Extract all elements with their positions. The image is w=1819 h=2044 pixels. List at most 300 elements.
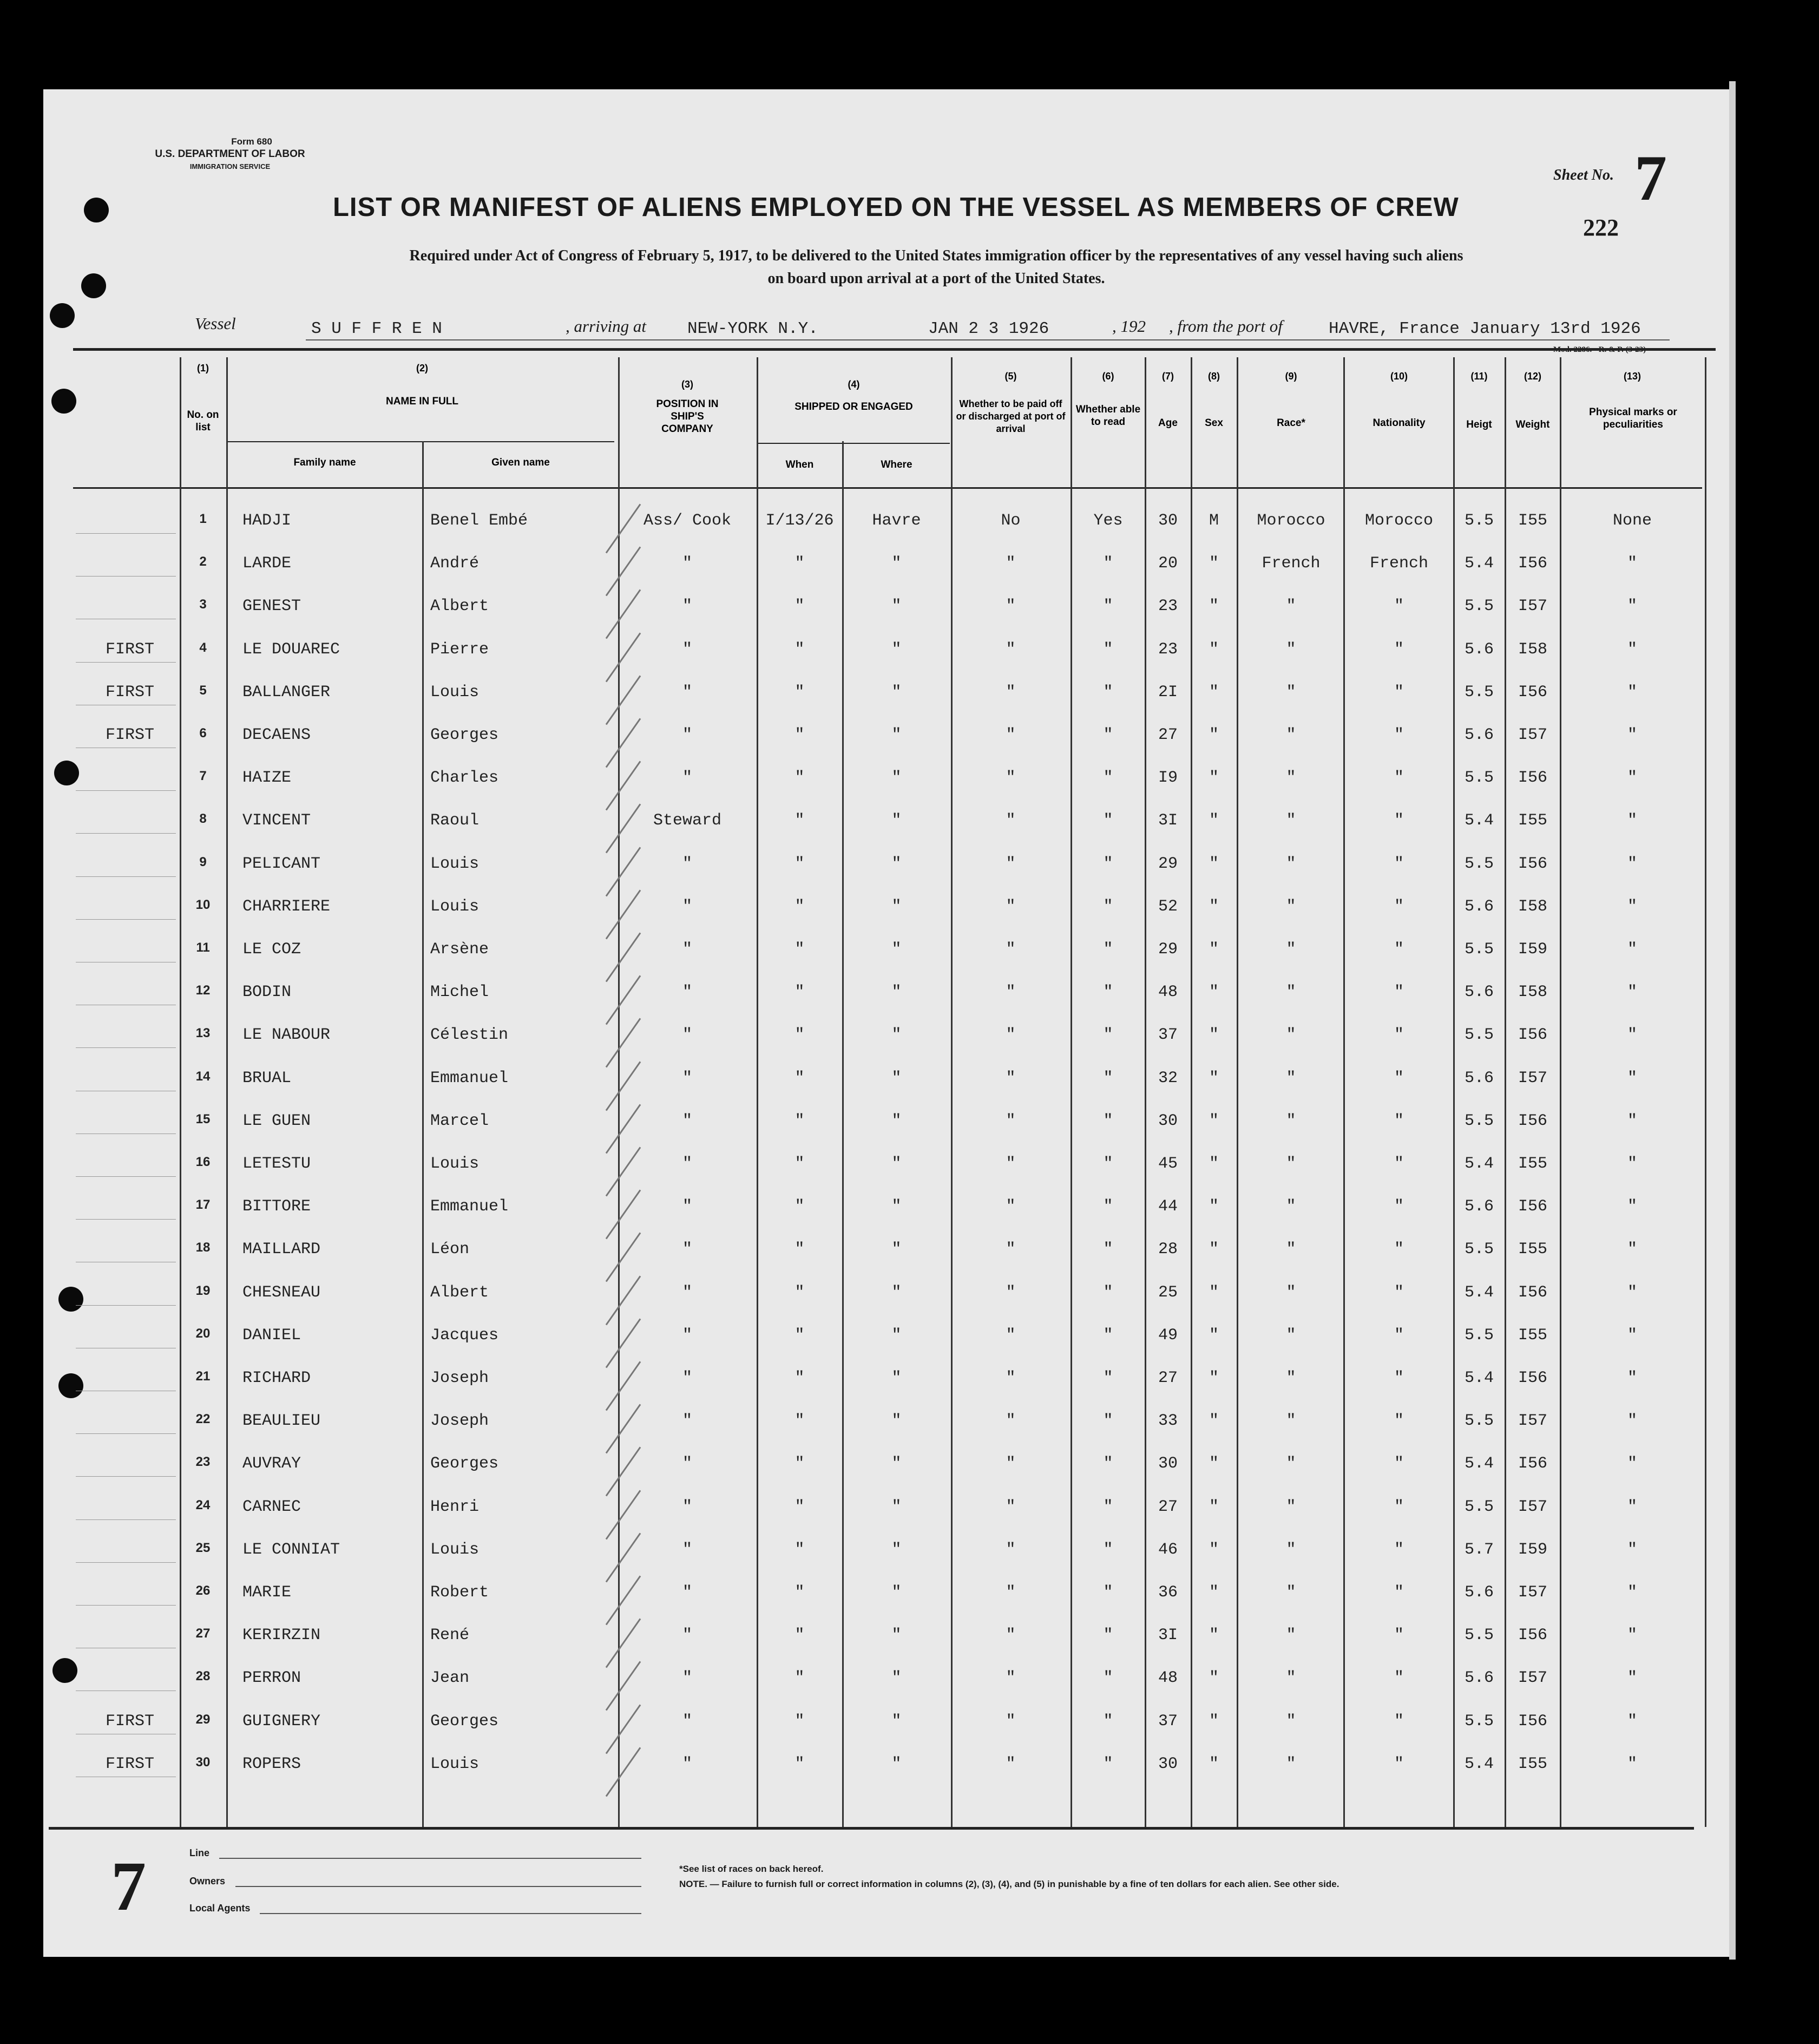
age: 27 bbox=[1158, 1497, 1178, 1516]
age: 36 bbox=[1158, 1583, 1178, 1602]
weight: I56 bbox=[1518, 1369, 1547, 1387]
margin-rule bbox=[76, 533, 176, 534]
race: " bbox=[1286, 1111, 1296, 1130]
paid-off: " bbox=[1006, 769, 1016, 788]
position: " bbox=[682, 1626, 692, 1645]
given-name: Albert bbox=[430, 597, 489, 616]
row-number: 27 bbox=[195, 1626, 211, 1641]
arrival-date: JAN 2 3 1926 bbox=[928, 319, 1049, 338]
shipped-where: " bbox=[891, 1283, 902, 1302]
row-number: 22 bbox=[195, 1412, 211, 1427]
given-name: Léon bbox=[430, 1240, 470, 1259]
row-number: 15 bbox=[195, 1111, 211, 1126]
height: 5.5 bbox=[1464, 940, 1494, 959]
table-top-rule bbox=[73, 348, 1716, 351]
col-header-race: Race* bbox=[1277, 417, 1305, 429]
physical-marks: " bbox=[1627, 1111, 1637, 1130]
shipped-when: " bbox=[794, 1326, 805, 1345]
nationality: " bbox=[1394, 854, 1404, 873]
physical-marks: " bbox=[1627, 683, 1637, 702]
sex: " bbox=[1209, 554, 1219, 573]
weight: I56 bbox=[1518, 1712, 1547, 1731]
given-name: Louis bbox=[430, 1540, 480, 1559]
paid-off: " bbox=[1006, 726, 1016, 744]
position: " bbox=[682, 983, 692, 1002]
shipped-where: " bbox=[891, 983, 902, 1002]
col-header-age: Age bbox=[1158, 417, 1178, 429]
race: " bbox=[1286, 726, 1296, 744]
shipped-when: " bbox=[794, 1669, 805, 1688]
age: 27 bbox=[1158, 726, 1178, 744]
position: " bbox=[682, 1283, 692, 1302]
physical-marks: " bbox=[1627, 554, 1637, 573]
weight: I55 bbox=[1518, 512, 1547, 530]
sex: " bbox=[1209, 1155, 1219, 1173]
table-row bbox=[0, 1026, 1819, 1069]
margin-rule bbox=[76, 662, 176, 663]
owners-field bbox=[235, 1886, 641, 1887]
position: " bbox=[682, 1583, 692, 1602]
col-header-position: POSITION IN SHIP'S COMPANY bbox=[656, 398, 719, 435]
weight: I55 bbox=[1518, 1754, 1547, 1773]
position: " bbox=[682, 683, 692, 702]
height: 5.5 bbox=[1464, 512, 1494, 530]
row-number: 6 bbox=[199, 726, 207, 741]
height: 5.4 bbox=[1464, 1369, 1494, 1387]
shipped-subheader-rule bbox=[758, 443, 950, 444]
table-row bbox=[0, 1283, 1819, 1327]
height: 5.4 bbox=[1464, 554, 1494, 573]
height: 5.5 bbox=[1464, 1326, 1494, 1345]
race: " bbox=[1286, 597, 1296, 616]
weight: I55 bbox=[1518, 1326, 1547, 1345]
shipped-when: " bbox=[794, 640, 805, 659]
shipped-when: " bbox=[794, 597, 805, 616]
height: 5.6 bbox=[1464, 1583, 1494, 1602]
shipped-where: " bbox=[891, 811, 902, 830]
weight: I56 bbox=[1518, 554, 1547, 573]
family-name: MAILLARD bbox=[242, 1240, 321, 1259]
header-rule bbox=[73, 487, 1702, 489]
shipped-when: " bbox=[794, 554, 805, 573]
physical-marks: " bbox=[1627, 597, 1637, 616]
table-row bbox=[0, 683, 1819, 726]
table-row bbox=[0, 1669, 1819, 1712]
sex: " bbox=[1209, 1626, 1219, 1645]
paid-off: " bbox=[1006, 1155, 1016, 1173]
physical-marks: " bbox=[1627, 1326, 1637, 1345]
family-name: PELICANT bbox=[242, 854, 321, 873]
table-row bbox=[0, 597, 1819, 640]
col-number: (3) bbox=[681, 379, 693, 390]
shipped-when: " bbox=[794, 1626, 805, 1645]
position: " bbox=[682, 640, 692, 659]
sex: " bbox=[1209, 640, 1219, 659]
given-name: Arsène bbox=[430, 940, 489, 959]
owners-label: Owners bbox=[189, 1876, 226, 1886]
age: 27 bbox=[1158, 1369, 1178, 1387]
age: 29 bbox=[1158, 940, 1178, 959]
nationality: " bbox=[1394, 897, 1404, 916]
row-number: 29 bbox=[195, 1712, 211, 1727]
height: 5.4 bbox=[1464, 1455, 1494, 1473]
position: " bbox=[682, 1540, 692, 1559]
able-to-read: " bbox=[1103, 1712, 1113, 1731]
row-number: 11 bbox=[196, 940, 210, 955]
shipped-when: " bbox=[794, 854, 805, 873]
row-number: 24 bbox=[195, 1497, 211, 1512]
position: " bbox=[682, 1155, 692, 1173]
position: " bbox=[682, 1369, 692, 1387]
shipped-when: " bbox=[794, 1712, 805, 1731]
table-row bbox=[0, 1541, 1819, 1584]
col-header-marks: Physical marks or peculiarities bbox=[1589, 407, 1677, 430]
margin-rule bbox=[76, 1176, 176, 1177]
col-header-where: Where bbox=[881, 459, 912, 470]
age: 33 bbox=[1158, 1412, 1178, 1431]
age: 23 bbox=[1158, 640, 1178, 659]
footer-sheet-mark: 7 bbox=[111, 1848, 146, 1925]
races-note: *See list of races on back hereof. bbox=[679, 1864, 824, 1874]
shipped-when: " bbox=[794, 726, 805, 744]
able-to-read: " bbox=[1103, 1197, 1113, 1216]
table-row bbox=[0, 512, 1819, 555]
height: 5.5 bbox=[1464, 1626, 1494, 1645]
row-number: 25 bbox=[195, 1540, 211, 1555]
margin-rule bbox=[76, 1047, 176, 1048]
able-to-read: " bbox=[1103, 854, 1113, 873]
given-name: Georges bbox=[430, 726, 499, 744]
height: 5.4 bbox=[1464, 811, 1494, 830]
sex: " bbox=[1209, 1412, 1219, 1431]
margin-rule bbox=[76, 1562, 176, 1563]
sex: " bbox=[1209, 1283, 1219, 1302]
table-row bbox=[0, 1712, 1819, 1755]
col-header-family: Family name bbox=[293, 457, 356, 468]
col-number: (4) bbox=[848, 379, 860, 390]
able-to-read: " bbox=[1103, 983, 1113, 1002]
able-to-read: " bbox=[1103, 1240, 1113, 1259]
shipped-when: " bbox=[794, 1583, 805, 1602]
col-header-no: No. on list bbox=[187, 409, 219, 433]
weight: I55 bbox=[1518, 1240, 1547, 1259]
height: 5.4 bbox=[1464, 1283, 1494, 1302]
row-number: 16 bbox=[195, 1155, 211, 1169]
shipped-where: " bbox=[891, 1626, 902, 1645]
weight: I57 bbox=[1518, 1497, 1547, 1516]
family-name: LE NABOUR bbox=[242, 1026, 331, 1045]
weight: I56 bbox=[1518, 1283, 1547, 1302]
age: 49 bbox=[1158, 1326, 1178, 1345]
paid-off: " bbox=[1006, 554, 1016, 573]
family-name: LE CONNIAT bbox=[242, 1540, 340, 1559]
physical-marks: " bbox=[1627, 854, 1637, 873]
table-row bbox=[0, 897, 1819, 941]
sex: " bbox=[1209, 1326, 1219, 1345]
paid-off: " bbox=[1006, 1326, 1016, 1345]
row-number: 13 bbox=[195, 1026, 211, 1041]
sex: " bbox=[1209, 854, 1219, 873]
physical-marks: " bbox=[1627, 1026, 1637, 1045]
table-row bbox=[0, 640, 1819, 684]
race: " bbox=[1286, 1540, 1296, 1559]
able-to-read: " bbox=[1103, 1283, 1113, 1302]
race: " bbox=[1286, 1455, 1296, 1473]
shipped-where: " bbox=[891, 726, 902, 744]
row-note: FIRST bbox=[105, 1712, 154, 1731]
row-number: 1 bbox=[199, 512, 207, 526]
height: 5.4 bbox=[1464, 1155, 1494, 1173]
shipped-where: " bbox=[891, 1455, 902, 1473]
paid-off: " bbox=[1006, 640, 1016, 659]
position: " bbox=[682, 597, 692, 616]
weight: I57 bbox=[1518, 1583, 1547, 1602]
nationality: " bbox=[1394, 1369, 1404, 1387]
col-header-shipped: SHIPPED OR ENGAGED bbox=[794, 401, 913, 412]
family-name: CARNEC bbox=[242, 1497, 301, 1516]
nationality: " bbox=[1394, 1583, 1404, 1602]
shipped-when: " bbox=[794, 769, 805, 788]
physical-marks: " bbox=[1627, 1583, 1637, 1602]
nationality: " bbox=[1394, 1069, 1404, 1087]
paid-off: " bbox=[1006, 854, 1016, 873]
shipped-when: " bbox=[794, 1026, 805, 1045]
shipped-when: " bbox=[794, 1155, 805, 1173]
family-name: LE COZ bbox=[242, 940, 301, 959]
able-to-read: " bbox=[1103, 1497, 1113, 1516]
weight: I55 bbox=[1518, 811, 1547, 830]
shipped-when: " bbox=[794, 1069, 805, 1087]
table-row bbox=[0, 726, 1819, 769]
able-to-read: " bbox=[1103, 640, 1113, 659]
age: 2I bbox=[1158, 683, 1178, 702]
position: " bbox=[682, 726, 692, 744]
height: 5.6 bbox=[1464, 726, 1494, 744]
weight: I58 bbox=[1518, 983, 1547, 1002]
family-name: LE GUEN bbox=[242, 1111, 311, 1130]
age: 25 bbox=[1158, 1283, 1178, 1302]
age: 30 bbox=[1158, 1455, 1178, 1473]
row-number: 12 bbox=[195, 983, 211, 998]
sex: " bbox=[1209, 683, 1219, 702]
given-name: Louis bbox=[430, 897, 480, 916]
shipped-where: " bbox=[891, 1669, 902, 1688]
physical-marks: " bbox=[1627, 1754, 1637, 1773]
physical-marks: None bbox=[1612, 512, 1652, 530]
race: " bbox=[1286, 1069, 1296, 1087]
shipped-when: " bbox=[794, 1412, 805, 1431]
given-name: Pierre bbox=[430, 640, 489, 659]
shipped-when: " bbox=[794, 1197, 805, 1216]
paid-off: " bbox=[1006, 1754, 1016, 1773]
family-name: DECAENS bbox=[242, 726, 311, 744]
table-row bbox=[0, 1112, 1819, 1155]
given-name: Louis bbox=[430, 1754, 480, 1773]
sex: " bbox=[1209, 1455, 1219, 1473]
shipped-when: " bbox=[794, 983, 805, 1002]
family-name: ROPERS bbox=[242, 1754, 301, 1773]
height: 5.7 bbox=[1464, 1540, 1494, 1559]
row-number: 4 bbox=[199, 640, 207, 655]
race: " bbox=[1286, 940, 1296, 959]
age: 29 bbox=[1158, 854, 1178, 873]
position: " bbox=[682, 854, 692, 873]
table-bottom-rule bbox=[49, 1827, 1694, 1830]
punch-hole bbox=[81, 273, 106, 298]
shipped-where: " bbox=[891, 640, 902, 659]
stamp-number: 222 bbox=[1583, 214, 1619, 241]
table-row bbox=[0, 1498, 1819, 1541]
sex: M bbox=[1209, 512, 1219, 530]
sex: " bbox=[1209, 1111, 1219, 1130]
paid-off: " bbox=[1006, 1540, 1016, 1559]
able-to-read: " bbox=[1103, 683, 1113, 702]
row-number: 21 bbox=[195, 1369, 211, 1384]
able-to-read: " bbox=[1103, 1412, 1113, 1431]
given-name: Louis bbox=[430, 683, 480, 702]
race: " bbox=[1286, 1197, 1296, 1216]
sex: " bbox=[1209, 1712, 1219, 1731]
physical-marks: " bbox=[1627, 811, 1637, 830]
position: " bbox=[682, 1197, 692, 1216]
able-to-read: " bbox=[1103, 1754, 1113, 1773]
nationality: Morocco bbox=[1364, 512, 1434, 530]
punch-hole bbox=[84, 198, 109, 222]
physical-marks: " bbox=[1627, 940, 1637, 959]
paid-off: " bbox=[1006, 1583, 1016, 1602]
col-header-sex: Sex bbox=[1205, 417, 1223, 429]
col-header-paid-off: Whether to be paid off or discharged at port of arrival bbox=[956, 398, 1066, 434]
table-row bbox=[0, 769, 1819, 812]
nationality: French bbox=[1369, 554, 1429, 573]
shipped-where: " bbox=[891, 1111, 902, 1130]
given-name: René bbox=[430, 1626, 470, 1645]
col-number: (2) bbox=[416, 363, 428, 374]
paid-off: " bbox=[1006, 897, 1016, 916]
family-name: RICHARD bbox=[242, 1369, 311, 1387]
col-header-height: Heigt bbox=[1466, 419, 1492, 430]
nationality: " bbox=[1394, 1455, 1404, 1473]
arriving-port: NEW-YORK N.Y. bbox=[687, 319, 818, 338]
family-name: KERIRZIN bbox=[242, 1626, 321, 1645]
shipped-when: " bbox=[794, 1369, 805, 1387]
weight: I57 bbox=[1518, 597, 1547, 616]
subtitle-line-2: on board upon arrival at a port of the United States. bbox=[767, 270, 1105, 287]
agents-field bbox=[260, 1913, 641, 1914]
physical-marks: " bbox=[1627, 1283, 1637, 1302]
height: 5.5 bbox=[1464, 1111, 1494, 1130]
paid-off: " bbox=[1006, 683, 1016, 702]
nationality: " bbox=[1394, 1026, 1404, 1045]
family-name: LARDE bbox=[242, 554, 292, 573]
given-name: Marcel bbox=[430, 1111, 489, 1130]
position: " bbox=[682, 1412, 692, 1431]
family-name: BRUAL bbox=[242, 1069, 292, 1087]
vessel-label: Vessel bbox=[195, 314, 236, 333]
shipped-where: " bbox=[891, 1712, 902, 1731]
age: 44 bbox=[1158, 1197, 1178, 1216]
family-name: CHESNEAU bbox=[242, 1283, 321, 1302]
shipped-when: " bbox=[794, 811, 805, 830]
family-name: CHARRIERE bbox=[242, 897, 331, 916]
margin-rule bbox=[76, 1305, 176, 1306]
weight: I57 bbox=[1518, 1069, 1547, 1087]
col-number: (7) bbox=[1162, 371, 1174, 382]
age: 20 bbox=[1158, 554, 1178, 573]
physical-marks: " bbox=[1627, 1497, 1637, 1516]
weight: I56 bbox=[1518, 1626, 1547, 1645]
shipped-when: " bbox=[794, 1240, 805, 1259]
able-to-read: " bbox=[1103, 1369, 1113, 1387]
from-port: HAVRE, France January 13rd 1926 bbox=[1329, 319, 1641, 338]
margin-rule bbox=[76, 1433, 176, 1434]
age: 48 bbox=[1158, 1669, 1178, 1688]
position: Steward bbox=[653, 811, 722, 830]
nationality: " bbox=[1394, 1412, 1404, 1431]
age: 28 bbox=[1158, 1240, 1178, 1259]
height: 5.5 bbox=[1464, 1026, 1494, 1045]
given-name: Louis bbox=[430, 1155, 480, 1173]
subtitle-line-1: Required under Act of Congress of February 5, 1917, to be delivered to the United States immigration officer by the representatives of any vessel having such aliens bbox=[409, 247, 1463, 264]
margin-rule bbox=[76, 790, 176, 791]
able-to-read: " bbox=[1103, 811, 1113, 830]
sex: " bbox=[1209, 597, 1219, 616]
paid-off: No bbox=[1001, 512, 1021, 530]
sex: " bbox=[1209, 1497, 1219, 1516]
height: 5.6 bbox=[1464, 1069, 1494, 1087]
col-header-when: When bbox=[785, 459, 814, 470]
weight: I56 bbox=[1518, 1197, 1547, 1216]
row-number: 28 bbox=[195, 1669, 211, 1684]
race: " bbox=[1286, 811, 1296, 830]
weight: I59 bbox=[1518, 940, 1547, 959]
age: 37 bbox=[1158, 1026, 1178, 1045]
table-row bbox=[0, 1197, 1819, 1241]
height: 5.6 bbox=[1464, 1197, 1494, 1216]
shipped-where: " bbox=[891, 1197, 902, 1216]
age: I9 bbox=[1158, 769, 1178, 788]
line-field bbox=[219, 1858, 641, 1859]
row-number: 7 bbox=[199, 769, 207, 784]
shipped-when: " bbox=[794, 1497, 805, 1516]
sex: " bbox=[1209, 1369, 1219, 1387]
row-note: FIRST bbox=[105, 683, 154, 702]
row-note: FIRST bbox=[105, 640, 154, 659]
nationality: " bbox=[1394, 1669, 1404, 1688]
service: IMMIGRATION SERVICE bbox=[189, 162, 271, 171]
position: " bbox=[682, 1754, 692, 1773]
row-number: 30 bbox=[195, 1754, 211, 1770]
weight: I57 bbox=[1518, 1412, 1547, 1431]
sex: " bbox=[1209, 726, 1219, 744]
col-number: (5) bbox=[1004, 371, 1017, 382]
position: " bbox=[682, 1111, 692, 1130]
from-port-label: , from the port of bbox=[1169, 317, 1283, 336]
paid-off: " bbox=[1006, 1111, 1016, 1130]
able-to-read: " bbox=[1103, 1155, 1113, 1173]
shipped-where: " bbox=[891, 1326, 902, 1345]
race: " bbox=[1286, 640, 1296, 659]
able-to-read: " bbox=[1103, 1669, 1113, 1688]
position: " bbox=[682, 1069, 692, 1087]
able-to-read: " bbox=[1103, 940, 1113, 959]
paid-off: " bbox=[1006, 1455, 1016, 1473]
weight: I58 bbox=[1518, 640, 1547, 659]
race: " bbox=[1286, 1669, 1296, 1688]
shipped-where: " bbox=[891, 1412, 902, 1431]
col-header-given: Given name bbox=[491, 457, 550, 468]
able-to-read: " bbox=[1103, 1583, 1113, 1602]
